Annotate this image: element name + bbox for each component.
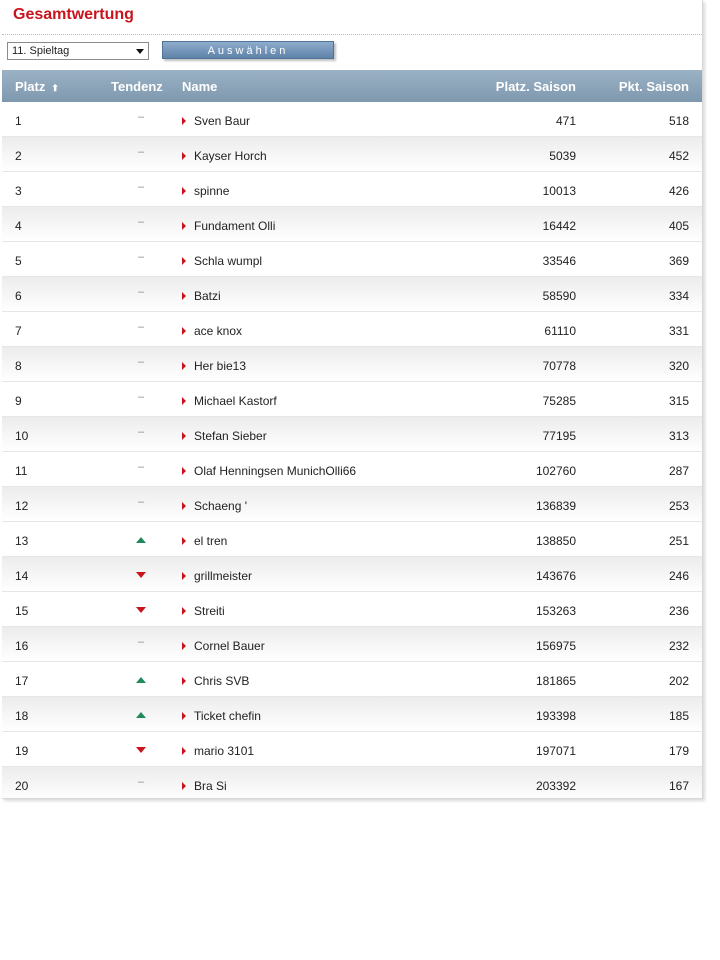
season-rank-cell: 156975 (535, 639, 576, 653)
table-row (2, 592, 702, 627)
dash-icon: – (137, 496, 145, 508)
player-name-link[interactable]: mario 3101 (194, 744, 255, 758)
player-name-link[interactable]: el tren (194, 534, 228, 548)
triangle-up-icon (136, 712, 146, 718)
column-header-tendenz[interactable]: Tendenz (111, 79, 163, 94)
season-points-cell: 426 (668, 184, 689, 198)
rank-cell: 4 (15, 219, 22, 233)
rank-cell: 10 (15, 429, 29, 443)
rank-cell: 9 (15, 394, 22, 408)
dash-icon: – (137, 286, 145, 298)
season-points-cell: 452 (668, 149, 689, 163)
dash-icon: – (137, 181, 145, 193)
rank-cell: 18 (15, 709, 29, 723)
rank-cell: 1 (15, 114, 22, 128)
rank-cell: 5 (15, 254, 22, 268)
season-points-cell: 287 (668, 464, 689, 478)
season-points-cell: 179 (668, 744, 689, 758)
season-points-cell: 331 (668, 324, 689, 338)
title-bar (2, 0, 702, 35)
season-rank-cell: 75285 (542, 394, 576, 408)
player-name-link[interactable]: Sven Baur (194, 114, 251, 128)
rank-cell: 15 (15, 604, 29, 618)
triangle-down-icon (136, 572, 146, 578)
season-points-cell: 253 (668, 499, 689, 513)
chevron-down-icon (136, 49, 144, 54)
season-points-cell: 202 (668, 674, 689, 688)
table-row (2, 172, 702, 207)
triangle-right-icon (182, 712, 186, 720)
season-rank-cell: 70778 (542, 359, 576, 373)
triangle-right-icon (182, 642, 186, 650)
player-name-link[interactable]: Schaeng ' (194, 499, 247, 513)
table-row (2, 697, 702, 732)
season-rank-cell: 143676 (535, 569, 576, 583)
player-name-link[interactable]: Cornel Bauer (194, 639, 265, 653)
triangle-right-icon (182, 502, 186, 510)
ranking-table-body (2, 102, 702, 799)
table-row (2, 452, 702, 487)
season-points-cell: 369 (668, 254, 689, 268)
season-rank-cell: 77195 (542, 429, 576, 443)
dash-icon: – (137, 426, 145, 438)
select-button[interactable]: Auswählen (162, 41, 334, 59)
season-rank-cell: 102760 (535, 464, 576, 478)
season-points-cell: 313 (668, 429, 689, 443)
season-rank-cell: 181865 (535, 674, 576, 688)
triangle-right-icon (182, 607, 186, 615)
triangle-right-icon (182, 467, 186, 475)
season-rank-cell: 193398 (535, 709, 576, 723)
dash-icon: – (137, 251, 145, 263)
table-row (2, 137, 702, 172)
player-name-link[interactable]: Olaf Henningsen MunichOlli66 (194, 464, 357, 478)
player-name-link[interactable]: Stefan Sieber (194, 429, 267, 443)
triangle-down-icon (136, 747, 146, 753)
table-row (2, 382, 702, 417)
season-rank-cell: 58590 (542, 289, 576, 303)
player-name-link[interactable]: Batzi (194, 289, 221, 303)
table-row (2, 417, 702, 452)
season-rank-cell: 153263 (535, 604, 576, 618)
matchday-select-value: 11. Spieltag (12, 45, 70, 57)
player-name-link[interactable]: Ticket chefin (194, 709, 261, 723)
triangle-right-icon (182, 397, 186, 405)
rank-cell: 7 (15, 324, 22, 338)
triangle-right-icon (182, 327, 186, 335)
season-points-cell: 185 (668, 709, 689, 723)
triangle-right-icon (182, 292, 186, 300)
rank-cell: 8 (15, 359, 22, 373)
player-name-link[interactable]: Chris SVB (194, 674, 250, 688)
season-rank-cell: 197071 (535, 744, 576, 758)
rank-cell: 12 (15, 499, 29, 513)
season-points-cell: 167 (668, 779, 689, 793)
triangle-right-icon (182, 362, 186, 370)
column-header-platz[interactable] (15, 79, 59, 94)
season-points-cell: 251 (668, 534, 689, 548)
table-row (2, 522, 702, 557)
season-rank-cell: 203392 (535, 779, 576, 793)
rank-cell: 19 (15, 744, 29, 758)
table-row (2, 767, 702, 799)
table-row (2, 277, 702, 312)
triangle-right-icon (182, 222, 186, 230)
player-name-link[interactable]: Schla wumpl (194, 254, 263, 268)
triangle-right-icon (182, 747, 186, 755)
table-row (2, 102, 702, 137)
player-name-link[interactable]: Bra Si (194, 779, 227, 793)
column-header-name[interactable]: Name (182, 79, 218, 94)
table-header (2, 70, 702, 102)
triangle-right-icon (182, 537, 186, 545)
rank-cell: 14 (15, 569, 29, 583)
triangle-up-icon (136, 677, 146, 683)
season-rank-cell: 138850 (535, 534, 576, 548)
player-name-link[interactable]: Kayser Horch (194, 149, 267, 163)
table-row (2, 207, 702, 242)
ranking-panel (2, 0, 703, 799)
table-row (2, 662, 702, 697)
player-name-link[interactable]: Her bie13 (194, 359, 247, 373)
rank-cell: 16 (15, 639, 29, 653)
triangle-right-icon (182, 432, 186, 440)
dash-icon: – (137, 636, 145, 648)
page-title: Gesamtwertung (13, 6, 134, 23)
table-row (2, 557, 702, 592)
season-rank-cell: 61110 (544, 324, 576, 338)
triangle-right-icon (182, 152, 186, 160)
season-points-cell: 236 (668, 604, 689, 618)
season-rank-cell: 33546 (542, 254, 576, 268)
season-points-cell: 315 (668, 394, 689, 408)
table-row (2, 242, 702, 277)
table-row (2, 487, 702, 522)
dash-icon: – (137, 356, 145, 368)
season-rank-cell: 5039 (549, 149, 576, 163)
season-points-cell: 518 (668, 114, 689, 128)
table-row (2, 732, 702, 767)
season-points-cell: 405 (668, 219, 689, 233)
table-row (2, 312, 702, 347)
column-header-platz-saison[interactable]: Platz. Saison (495, 79, 576, 94)
season-points-cell: 246 (668, 569, 689, 583)
sort-arrow-icon: ⬆ (51, 83, 59, 93)
player-name-link[interactable]: Michael Kastorf (194, 394, 277, 408)
rank-cell: 6 (15, 289, 22, 303)
dash-icon: – (137, 461, 145, 473)
player-name-link[interactable]: Fundament Olli (194, 219, 276, 233)
dash-icon: – (137, 146, 145, 158)
rank-cell: 17 (15, 674, 29, 688)
rank-cell: 3 (15, 184, 22, 198)
triangle-right-icon (182, 572, 186, 580)
season-rank-cell: 136839 (535, 499, 576, 513)
dash-icon: – (137, 391, 145, 403)
player-name-link[interactable]: spinne (194, 184, 230, 198)
rank-cell: 2 (15, 149, 22, 163)
controls-bar (2, 35, 702, 69)
column-header-platz-label: Platz (15, 79, 46, 94)
player-name-link[interactable]: ace knox (194, 324, 243, 338)
triangle-right-icon (182, 677, 186, 685)
triangle-right-icon (182, 782, 186, 790)
season-points-cell: 232 (668, 639, 689, 653)
dash-icon: – (137, 321, 145, 333)
dash-icon: – (137, 776, 145, 788)
season-points-cell: 334 (668, 289, 689, 303)
season-rank-cell: 16442 (542, 219, 576, 233)
rank-cell: 13 (15, 534, 29, 548)
player-name-link[interactable]: grillmeister (194, 569, 253, 583)
dash-icon: – (137, 111, 145, 123)
season-rank-cell: 10013 (542, 184, 576, 198)
season-rank-cell: 471 (555, 114, 576, 128)
triangle-right-icon (182, 117, 186, 125)
triangle-up-icon (136, 537, 146, 543)
dash-icon: – (137, 216, 145, 228)
triangle-right-icon (182, 257, 186, 265)
column-header-pkt-saison[interactable]: Pkt. Saison (618, 79, 689, 94)
rank-cell: 11 (15, 464, 28, 478)
season-points-cell: 320 (668, 359, 689, 373)
table-row (2, 627, 702, 662)
table-row (2, 347, 702, 382)
rank-cell: 20 (15, 779, 29, 793)
triangle-down-icon (136, 607, 146, 613)
matchday-select[interactable] (7, 42, 149, 60)
triangle-right-icon (182, 187, 186, 195)
player-name-link[interactable]: Streiti (194, 604, 225, 618)
